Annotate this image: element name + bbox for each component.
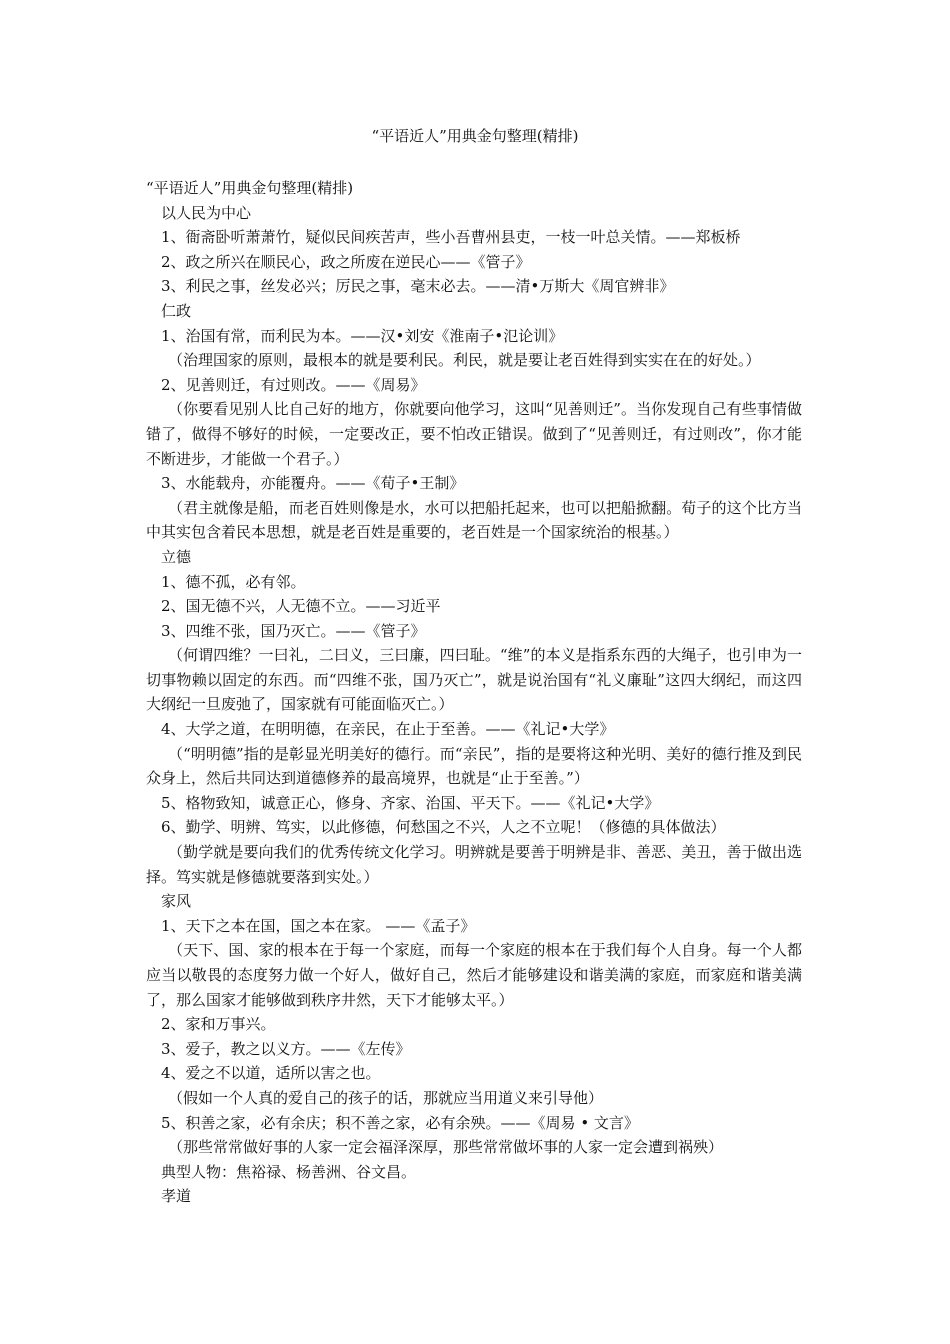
typical-figures: 典型人物：焦裕禄、杨善洲、谷文昌。 bbox=[161, 1162, 417, 1181]
body-title: “平语近人”用典金句整理(精排) bbox=[146, 179, 354, 197]
section-heading-benevolence: 仁政 bbox=[161, 301, 192, 320]
quote-line: 5、格物致知，诚意正心，修身、齐家、治国、平天下。——《礼记•大学》 bbox=[161, 793, 660, 812]
section-heading-people: 以人民为中心 bbox=[161, 203, 252, 222]
quote-line: 1、天下之本在国，国之本在家。 ——《孟子》 bbox=[161, 916, 476, 935]
quote-explanation: （何谓四维？一曰礼，二曰义，三曰廉，四曰耻。“维”的本义是指系东西的大绳子，也引申为一切事物赖以固定的东西。而“四维不张，国乃灭亡”，就是说治国有“礼义廉耻”这四大纲纪，而这四大纲纪一旦废弛了，国家就有可能面临灭亡。） bbox=[146, 646, 802, 714]
quote-line: 4、大学之道，在明明德，在亲民，在止于至善。——《礼记•大学》 bbox=[161, 720, 615, 739]
quote-explanation: （假如一个人真的爱自己的孩子的话，那就应当用道义来引导他） bbox=[168, 1088, 604, 1107]
document-body bbox=[146, 176, 802, 1209]
quote-line: 2、家和万事兴。 bbox=[161, 1015, 276, 1034]
document-title: “平语近人”用典金句整理(精排) bbox=[371, 127, 579, 145]
section-heading-virtue: 立德 bbox=[161, 547, 192, 566]
quote-line: 4、爱之不以道，适所以害之也。 bbox=[161, 1064, 381, 1083]
quote-line: 6、勤学、明辨、笃实，以此修德，何愁国之不兴，人之不立呢！（修德的具体做法） bbox=[161, 818, 726, 837]
section-heading-filial-piety: 孝道 bbox=[161, 1187, 192, 1206]
quote-explanation: （“明明德”指的是彰显光明美好的德行。而“亲民”，指的是要将这种光明、美好的德行推及到民众身上，然后共同达到道德修养的最高境界，也就是“止于至善。”） bbox=[146, 744, 802, 788]
quote-line: 1、治国有常，而利民为本。——汉•刘安《淮南子•氾论训》 bbox=[161, 326, 564, 345]
quote-line: 3、水能载舟，亦能覆舟。——《荀子•王制》 bbox=[161, 474, 465, 493]
quote-explanation: （那些常常做好事的人家一定会福泽深厚，那些常常做坏事的人家一定会遭到祸殃） bbox=[168, 1138, 724, 1157]
section-heading-family: 家风 bbox=[161, 892, 192, 911]
quote-line: 2、政之所兴在顺民心，政之所废在逆民心——《管子》 bbox=[161, 252, 531, 271]
quote-line: 2、见善则迁，有过则改。——《周易》 bbox=[161, 375, 426, 394]
quote-explanation: （天下、国、家的根本在于每一个家庭，而每一个家庭的根本在于我们每个人自身。每一个人都应当以敬畏的态度努力做一个好人，做好自己，然后才能够建设和谐美满的家庭，而家庭和谐美满了，那么国家才能够做到秩序井然，天下才能够太平。） bbox=[146, 941, 802, 1009]
quote-line: 1、德不孤，必有邻。 bbox=[161, 572, 306, 591]
quote-explanation: （治理国家的原则，最根本的就是要利民。利民，就是要让老百姓得到实实在在的好处。） bbox=[168, 351, 761, 370]
quote-line: 3、爱子，教之以义方。——《左传》 bbox=[161, 1039, 411, 1058]
quote-explanation: （勤学就是要向我们的优秀传统文化学习。明辨就是要善于明辨是非、善恶、美丑，善于做出选择。笃实就是修德就要落到实处。） bbox=[146, 843, 802, 886]
quote-line: 3、四维不张，国乃灭亡。——《管子》 bbox=[161, 621, 426, 640]
quote-explanation: （你要看见别人比自己好的地方，你就要向他学习，这叫“见善则迁”。当你发现自己有些事情做错了，做得不够好的时候，一定要改正，要不怕改正错误。做到了“见善则迁，有过则改”，你才能不断进步，才能做一个君子。） bbox=[146, 400, 802, 468]
quote-line: 2、国无德不兴，人无德不立。——习近平 bbox=[161, 597, 441, 616]
quote-line: 1、衙斋卧听萧萧竹，疑似民间疾苦声，些小吾曹州县吏，一枝一叶总关情。——郑板桥 bbox=[161, 228, 741, 247]
quote-line: 5、积善之家，必有余庆；积不善之家，必有余殃。——《周易 • 文言》 bbox=[161, 1113, 639, 1132]
quote-line: 3、利民之事，丝发必兴；厉民之事，毫末必去。——清•万斯大《周官辨非》 bbox=[161, 277, 675, 296]
quote-explanation: （君主就像是船，而老百姓则像是水，水可以把船托起来，也可以把船掀翻。荀子的这个比方当中其实包含着民本思想，就是老百姓是重要的，老百姓是一个国家统治的根基。） bbox=[146, 498, 802, 542]
